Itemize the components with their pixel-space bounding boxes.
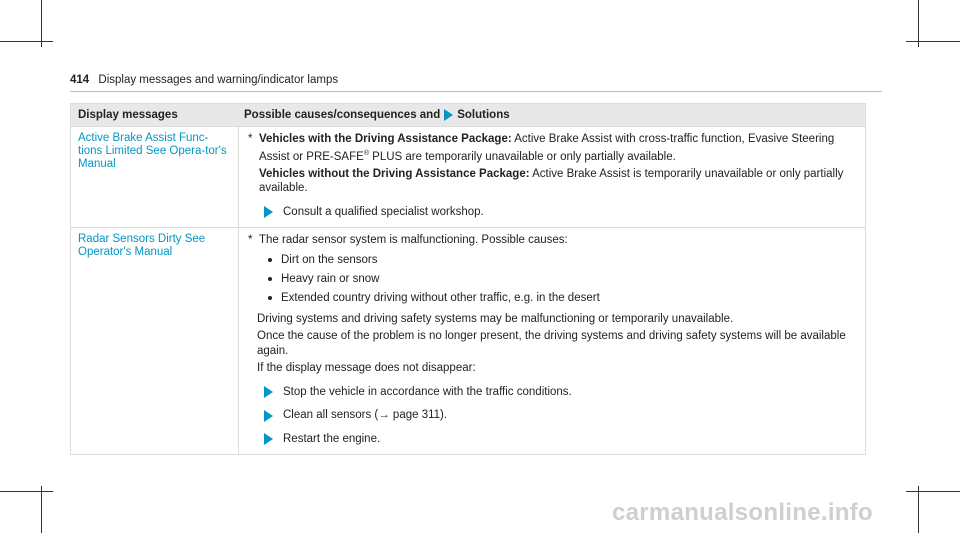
col-heading-causes: [238, 109, 865, 121]
display-message: Active Brake Assist Func-tions Limited See Opera-tor's Manual: [78, 132, 227, 170]
no-package-text: Active Brake Assist is temporarily unavailable or only partially available.: [259, 167, 844, 195]
step-text: Consult a qualified specialist workshop.: [283, 205, 484, 218]
crop-mark: [41, 486, 42, 533]
consequence-text: If the display message does not disappear:: [257, 362, 476, 375]
col-heading-solutions-label: Solutions: [457, 109, 510, 121]
causes-list: [247, 251, 857, 308]
bullet-dot: [268, 296, 272, 300]
cause-text: Heavy rain or snow: [281, 273, 380, 286]
action-arrow-icon: [264, 206, 273, 218]
list-item: [268, 289, 857, 308]
footnote-star: *: [248, 234, 253, 247]
cause-text: Extended country driving without other traffic, e.g. in the desert: [281, 292, 600, 305]
crop-mark: [906, 41, 960, 42]
causes-cell: [238, 228, 865, 454]
action-arrow-icon: [264, 410, 273, 422]
step-text: Stop the vehicle in accordance with the traffic conditions.: [283, 385, 572, 398]
page-header: [70, 74, 338, 86]
step-text: Restart the engine.: [283, 432, 381, 445]
list-item: [247, 132, 857, 196]
step-text: Clean all sensors (→ page 311).: [283, 409, 448, 422]
registered-mark: ®: [363, 149, 369, 157]
col-heading-causes-label: Possible causes/consequences and: [244, 109, 441, 121]
table-row: [71, 126, 865, 227]
messages-table: [70, 103, 866, 455]
package-text-cont: PLUS are temporarily unavailable or only partially available.: [368, 150, 676, 163]
action-arrow-icon: [264, 433, 273, 445]
watermark: carmanualsonline.info: [612, 499, 874, 526]
causes-cell: [238, 127, 865, 227]
page-number: 414: [70, 74, 90, 86]
crop-mark: [0, 491, 53, 492]
action-arrow-icon: [444, 109, 453, 121]
action-arrow-icon: [264, 386, 273, 398]
table-row: [71, 227, 865, 454]
package-label: Vehicles with the Driving Assistance Package:: [259, 133, 512, 145]
header-divider: [70, 91, 882, 92]
crop-mark: [906, 491, 960, 492]
solution-step: [247, 385, 857, 400]
package-text: Active Brake Assist with cross-traffic function, Evasive Steering Assist or PRE-SAFE: [259, 133, 835, 163]
table-header: [71, 104, 865, 126]
display-message: Radar Sensors Dirty See Operator's Manual: [78, 233, 206, 259]
consequence-text: Driving systems and driving safety systems may be malfunctioning or temporarily unavailable.: [257, 312, 734, 325]
list-item: [268, 251, 857, 270]
list-item: [247, 233, 857, 248]
solution-step: [247, 408, 857, 423]
col-heading-messages: Display messages: [78, 109, 178, 121]
crop-mark: [918, 0, 919, 47]
page-title: Display messages and warning/indicator lamps: [98, 74, 339, 86]
crop-mark: [0, 41, 53, 42]
solution-step: [247, 205, 857, 220]
consequence-text: Once the cause of the problem is no longer present, the driving systems and driving safety systems will be available again.: [257, 330, 846, 357]
list-item: [268, 270, 857, 289]
bullet-dot: [268, 277, 272, 281]
solution-step: [247, 432, 857, 447]
footnote-star: *: [248, 133, 253, 145]
crop-mark: [918, 486, 919, 533]
cause-text: Dirt on the sensors: [281, 254, 378, 267]
no-package-label: Vehicles without the Driving Assistance Package:: [259, 167, 530, 180]
bullet-dot: [268, 258, 272, 262]
crop-mark: [41, 0, 42, 47]
cause-intro: The radar sensor system is malfunctioning. Possible causes:: [259, 234, 568, 247]
